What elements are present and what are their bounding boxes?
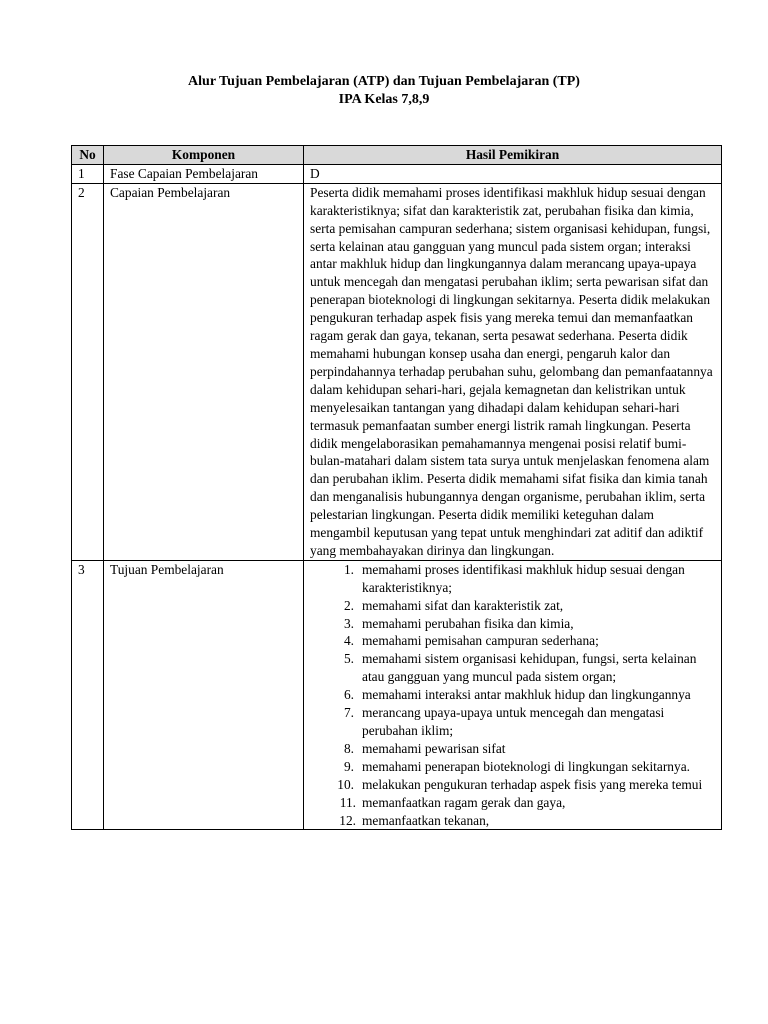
atp-table (71, 145, 722, 830)
list-text: memahami pemisahan campuran sederhana; (362, 633, 599, 649)
list-item (310, 561, 715, 597)
list-item (310, 776, 715, 794)
list-text: memanfaatkan ragam gerak dan gaya, (362, 794, 566, 810)
list-text: memanfaatkan tekanan, (362, 812, 490, 828)
list-item (310, 615, 715, 633)
list-number: 6. (343, 687, 354, 703)
list-item (310, 632, 715, 650)
list-item (310, 758, 715, 776)
list-number: 9. (343, 758, 354, 774)
table-header-row (72, 146, 722, 165)
list-item (310, 704, 715, 740)
list-item (310, 740, 715, 758)
document-title (0, 73, 768, 109)
row-no: 1 (72, 164, 104, 183)
row-komponen: Fase Capaian Pembelajaran (104, 164, 304, 183)
row-no: 2 (72, 183, 104, 560)
list-text: memahami sifat dan karakteristik zat, (362, 597, 564, 613)
tujuan-list (310, 561, 715, 830)
header-hasil: Hasil Pemikiran (304, 146, 722, 165)
list-number: 5. (343, 651, 354, 667)
list-text: memahami sistem organisasi kehidupan, fungsi, serta kelainan atau gangguan yang muncul pada sistem organ; (362, 651, 697, 685)
list-item (310, 597, 715, 615)
list-number: 8. (343, 740, 354, 756)
list-text: memahami interaksi antar makhluk hidup dan lingkungannya (362, 687, 691, 703)
row-no: 3 (72, 560, 104, 830)
list-text: memahami pewarisan sifat (362, 740, 506, 756)
list-number: 4. (343, 633, 354, 649)
list-number: 12. (339, 812, 356, 828)
list-text: merancang upaya-upaya untuk mencegah dan mengatasi perubahan iklim; (362, 705, 665, 738)
row-hasil: D (304, 164, 722, 183)
row-hasil (304, 560, 722, 830)
table-row (72, 560, 722, 830)
list-number: 10. (337, 776, 354, 792)
list-text: melakukan pengukuran terhadap aspek fisis yang mereka temui (362, 776, 703, 792)
title-line-1: Alur Tujuan Pembelajaran (ATP) dan Tujuan Pembelajaran (TP) (188, 74, 580, 89)
list-text: memahami perubahan fisika dan kimia, (362, 615, 574, 631)
list-number: 11. (339, 794, 356, 810)
row-komponen: Capaian Pembelajaran (104, 183, 304, 560)
list-number: 3. (343, 615, 354, 631)
row-komponen: Tujuan Pembelajaran (104, 560, 304, 830)
header-komponen: Komponen (104, 146, 304, 165)
list-item (310, 650, 715, 686)
table-row (72, 183, 722, 560)
capaian-paragraph: Peserta didik memahami proses identifikasi makhluk hidup sesuai dengan karakteristiknya; sifat dan karakteristik zat, perubahan fisika dan kimia, serta pemisahan campuran sederhana; sistem organisasi kehidupan, fungsi, serta kelainan atau gangguan yang muncul pada sistem organ; interaksi antar makhluk hidup dan lingkungannya dalam merancang upaya-upaya untuk mencegah dan mengatasi perubahan iklim; serta pewarisan sifat dan penerapan bioteknologi di lingkungan sekitarnya. Peserta didik melakukan pengukuran terhadap aspek fisis yang mereka temui dan memanfaatkan ragam gerak dan gaya, tekanan, serta pesawat sederhana. Peserta didik memahami hubungan konsep usaha dan energi, pengaruh kalor dan perpindahannya terhadap perubahan suhu, gelombang dan pemanfaatannya dalam kehidupan sehari-hari, gejala kemagnetan dan kelistrikan untuk menyelesaikan tantangan yang dihadapi dalam kehidupan sehari-hari termasuk pemanfaatan sumber energi listrik ramah lingkungan. Peserta didik mengelaborasikan pemahamannya mengenai posisi relatif bumi-bulan-matahari dalam sistem tata surya untuk menjelaskan fenomena alam dan perubahan iklim. Peserta didik memahami sifat fisika dan kimia tanah dan menganalisis hubungannya dengan organisme, perubahan iklim, serta pelestarian lingkungan. Peserta didik memiliki keteguhan dalam mengambil keputusan yang tepat untuk menghindari zat aditif dan adiktif yang membahayakan dirinya dan lingkungan. (304, 183, 722, 560)
list-number: 7. (343, 705, 354, 721)
list-text: memahami proses identifikasi makhluk hidup sesuai dengan karakteristiknya; (362, 561, 685, 595)
title-line-2: IPA Kelas 7,8,9 (338, 92, 430, 107)
table-row (72, 164, 722, 183)
header-no: No (72, 146, 104, 165)
list-item (310, 686, 715, 704)
list-number: 2. (343, 597, 354, 613)
list-number: 1. (343, 561, 354, 577)
list-item (310, 794, 715, 812)
list-item (310, 812, 715, 830)
list-text: memahami penerapan bioteknologi di lingkungan sekitarnya. (362, 758, 690, 774)
